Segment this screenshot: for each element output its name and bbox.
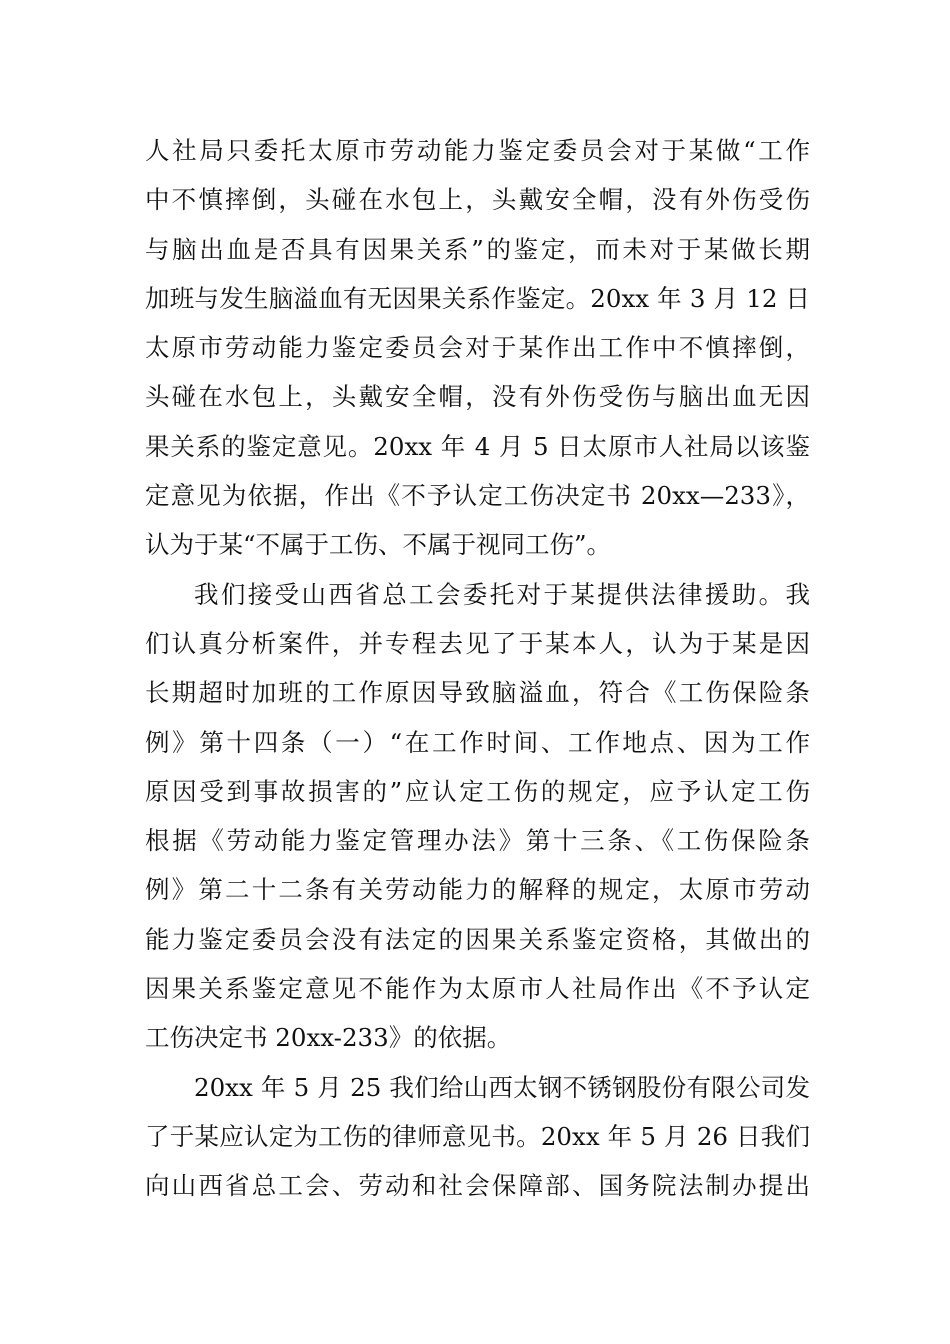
- text-line: 了于某应认定为工伤的律师意见书。20xx 年 5 月 26 日我们: [145, 1121, 810, 1151]
- text-line: 与脑出血是否具有因果关系”的鉴定，而未对于某做长期: [145, 234, 810, 264]
- text-line: 根据《劳动能力鉴定管理办法》第十三条、《工伤保险条: [145, 826, 810, 856]
- text-line: 头碰在水包上，头戴安全帽，没有外伤受伤与脑出血无因: [145, 382, 810, 412]
- text-line: 们认真分析案件，并专程去见了于某本人，认为于某是因: [145, 628, 810, 658]
- text-line: 例》第十四条（一）“在工作时间、工作地点、因为工作: [145, 727, 810, 757]
- text-line: 果关系的鉴定意见。20xx 年 4 月 5 日太原市人社局以该鉴: [145, 431, 810, 461]
- text-line: 太原市劳动能力鉴定委员会对于某作出工作中不慎摔倒，: [145, 333, 810, 363]
- document-body: [145, 126, 810, 1211]
- text-line: 工伤决定书 20xx-233》的依据。: [145, 1023, 512, 1053]
- text-line: 能力鉴定委员会没有法定的因果关系鉴定资格，其做出的: [145, 924, 810, 954]
- text-line: 我们接受山西省总工会委托对于某提供法律援助。我: [194, 579, 810, 609]
- text-line: 长期超时加班的工作原因导致脑溢血，符合《工伤保险条: [145, 678, 810, 708]
- text-line: 中不慎摔倒，头碰在水包上，头戴安全帽，没有外伤受伤: [145, 185, 810, 215]
- text-line: 人社局只委托太原市劳动能力鉴定委员会对于某做“工作: [145, 136, 810, 165]
- text-line: 20xx 年 5 月 25 我们给山西太钢不锈钢股份有限公司发: [194, 1072, 810, 1102]
- text-line: 向山西省总工会、劳动和社会保障部、国务院法制办提出: [145, 1171, 810, 1201]
- text-line: 原因受到事故损害的”应认定工伤的规定，应予认定工伤: [145, 776, 810, 806]
- text-line: 定意见为依据，作出《不予认定工伤决定书 20xx—233》，: [145, 481, 810, 511]
- text-line: 认为于某“不属于工伤、不属于视同工伤”。: [145, 530, 612, 560]
- text-line: 因果关系鉴定意见不能作为太原市人社局作出《不予认定: [145, 974, 810, 1004]
- text-line: 加班与发生脑溢血有无因果关系作鉴定。20xx 年 3 月 12 日: [145, 283, 810, 313]
- text-line: 例》第二十二条有关劳动能力的解释的规定，太原市劳动: [145, 875, 810, 905]
